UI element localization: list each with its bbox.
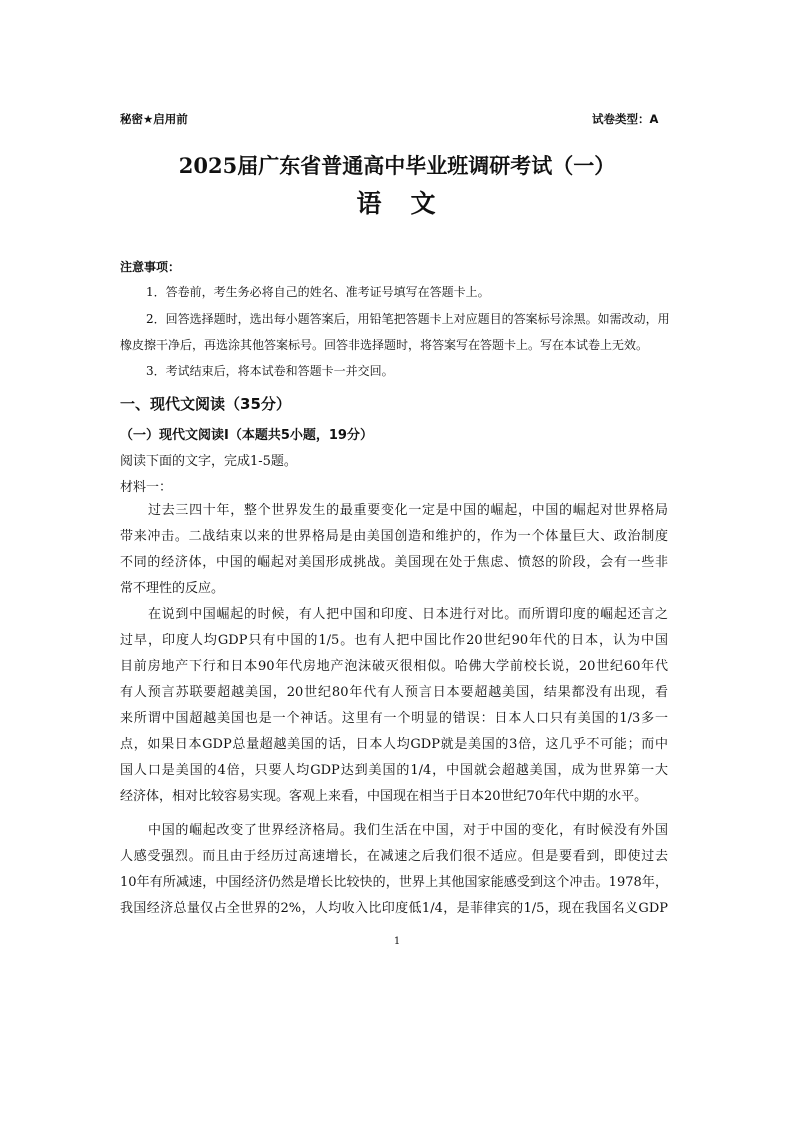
subject-title: 语 文 bbox=[356, 189, 438, 218]
text-line: 过去三四十年，整个世界发生的最重要变化一定是中国的崛起，中国的崛起对世界格局 bbox=[148, 503, 668, 518]
text-line: 经济体，相对比较容易实现。客观上来看，中国现在相当于日本20世纪70年代中期的水平。 bbox=[120, 789, 648, 804]
text-line: 国人口是美国的4倍，只要人均GDP达到美国的1/4，中国就会超越美国，成为世界第一大 bbox=[120, 763, 668, 778]
subsection-heading: （一）现代文阅读Ⅰ（本题共5小题，19分） bbox=[120, 428, 373, 443]
exam-title: 2025届广东省普通高中毕业班调研考试（一） bbox=[178, 153, 616, 178]
text-line: 中国的崛起改变了世界经济格局。我们生活在中国，对于中国的变化，有时候没有外国 bbox=[148, 823, 668, 838]
material-label: 材料一： bbox=[120, 480, 173, 495]
confidential-label: 秘密★启用前 bbox=[120, 112, 188, 126]
text-line: 常不理性的反应。 bbox=[120, 581, 225, 596]
text-line: 点，如果日本GDP总量超越美国的话，日本人均GDP就是美国的3倍，这几乎不可能；而中 bbox=[120, 737, 668, 752]
reading-instruction: 阅读下面的文字，完成1-5题。 bbox=[120, 454, 297, 469]
notice-item-2: 2．回答选择题时，选出每小题答案后，用铅笔把答题卡上对应题目的答案标号涂黑。如需改动，用 bbox=[146, 312, 670, 326]
paragraph bbox=[120, 818, 668, 922]
text-line: 带来冲击。二战结束以来的世界格局是由美国创造和维护的，作为一个体量巨大、政治制度 bbox=[120, 529, 668, 544]
paragraph bbox=[120, 498, 668, 602]
text-line: 目前房地产下行和日本90年代房地产泡沫破灭很相似。哈佛大学前校长说，20世纪60年代 bbox=[120, 659, 668, 674]
paragraph bbox=[120, 602, 668, 810]
text-line: 有人预言苏联要超越美国，20世纪80年代有人预言日本要超越美国，结果都没有出现，看 bbox=[120, 685, 668, 700]
text-line: 来所谓中国超越美国也是一个神话。这里有一个明显的错误：日本人口只有美国的1/3多一 bbox=[120, 711, 668, 726]
notice-item-2-cont: 橡皮擦干净后，再选涂其他答案标号。回答非选择题时，将答案写在答题卡上。写在本试卷上无效。 bbox=[120, 338, 649, 352]
text-line: 10年有所减速，中国经济仍然是增长比较快的，世界上其他国家能感受到这个冲击。1978年， bbox=[120, 875, 668, 890]
exam-type-label: 试卷类型：A bbox=[592, 112, 659, 126]
text-line: 人感受强烈。而且由于经历过高速增长，在减速之后我们很不适应。但是要看到，即使过去 bbox=[120, 849, 668, 864]
notice-heading: 注意事项： bbox=[120, 260, 181, 274]
page-number: 1 bbox=[393, 936, 401, 947]
section-heading: 一、现代文阅读（35分） bbox=[120, 395, 291, 413]
text-line: 我国经济总量仅占全世界的2%，人均收入比印度低1/4，是菲律宾的1/5，现在我国名义GDP bbox=[120, 901, 668, 916]
notice-item-3: 3．考试结束后，将本试卷和答题卡一并交回。 bbox=[146, 364, 394, 378]
text-line: 过早，印度人均GDP只有中国的1/5。也有人把中国比作20世纪90年代的日本，认为中国 bbox=[120, 633, 668, 648]
text-line: 在说到中国崛起的时候，有人把中国和印度、日本进行对比。而所谓印度的崛起还言之 bbox=[148, 607, 668, 622]
text-line: 不同的经济体，中国的崛起对美国形成挑战。美国现在处于焦虑、愤怒的阶段，会有一些非 bbox=[120, 555, 668, 570]
notice-item-1: 1．答卷前，考生务必将自己的姓名、准考证号填写在答题卡上。 bbox=[146, 285, 490, 299]
